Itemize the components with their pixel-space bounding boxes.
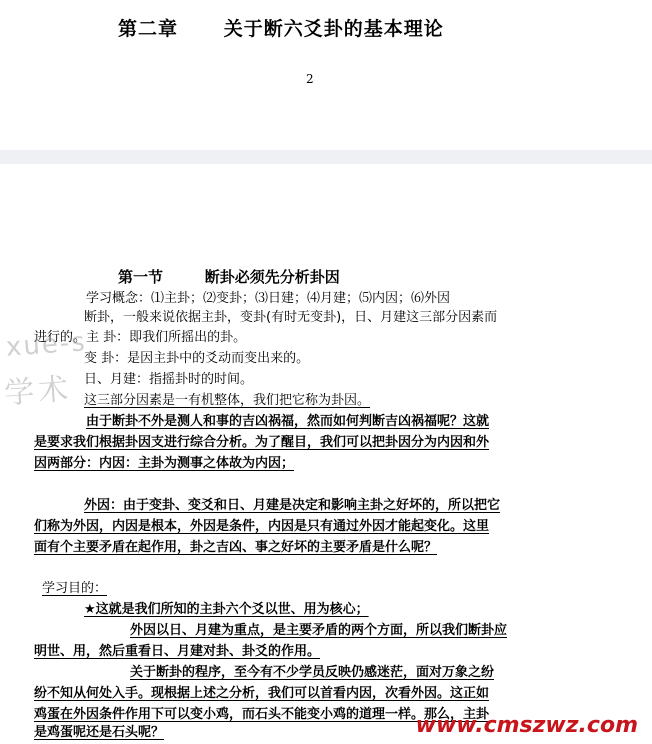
text-line: 外因：由于变卦、变爻和日、月建是决定和影响主卦之好坏的，所以把它 [84, 498, 501, 513]
chapter-title: 第二章 关于断六爻卦的基本理论 [118, 18, 444, 40]
text-line: 日、月建：指摇卦时的时间。 [84, 372, 254, 387]
text-line: 变 卦：是因主卦中的爻动而变出来的。 [84, 351, 310, 366]
text-line: 学习目的： [42, 581, 108, 596]
text-line: 进行的。主 卦：即我们所摇出的卦。 [34, 330, 247, 345]
section-title: 第一节 断卦必须先分析卦因 [118, 268, 340, 286]
text-line: 是鸡蛋呢还是石头呢？ [34, 725, 165, 740]
watermark-latin: xue-s [5, 327, 88, 363]
text-line: 这三部分因素是一有机整体，我们把它称为卦因。 [84, 393, 371, 408]
text-line: 由于断卦不外是测人和事的吉凶祸福，然而如何判断吉凶祸福呢？这就 [86, 414, 490, 429]
previous-page [0, 0, 652, 150]
site-watermark: www.cmszwz.com [415, 713, 638, 738]
text-line: 明世、用，然后重看日、月建对卦、卦爻的作用。 [34, 644, 321, 659]
text-line: 学习概念：⑴主卦；⑵变卦；⑶日建；⑷月建；⑸内因；⑹外因 [86, 291, 451, 306]
text-line: ★这就是我们所知的主卦六个爻以世、用为核心； [84, 602, 369, 617]
text-line: 关于断卦的程序，至今有不少学员反映仍感迷茫，面对万象之纷 [130, 665, 495, 680]
text-line: 们称为外因，内因是根本，外因是条件，内因是只有通过外因才能起变化。这里 [34, 519, 490, 534]
text-line: 面有个主要矛盾在起作用，卦之吉凶、事之好坏的主要矛盾是什么呢？ [34, 540, 438, 555]
text-line: 是要求我们根据卦因支进行综合分析。为了醒目，我们可以把卦因分为内因和外 [34, 435, 490, 450]
text-line: 纷不知从何处入手。现根据上述之分析，我们可以首看内因，次看外因。这正如 [34, 686, 490, 701]
text-line: 外因以日、月建为重点，是主要矛盾的两个方面，所以我们断卦应 [130, 623, 508, 638]
text-line: 断卦，一般来说依据主卦，变卦(有时无变卦)，日、月建这三部分因素而 [84, 310, 498, 325]
page-number: 2 [306, 72, 314, 86]
text-line: 鸡蛋在外因条件作用下可以变小鸡，而石头不能变小鸡的道理一样。那么，主卦 [34, 707, 490, 722]
page-separator [0, 150, 652, 164]
watermark-cjk: 学术 [3, 371, 74, 412]
text-line: 因两部分：内因：主卦为测事之体故为内因； [34, 456, 295, 471]
